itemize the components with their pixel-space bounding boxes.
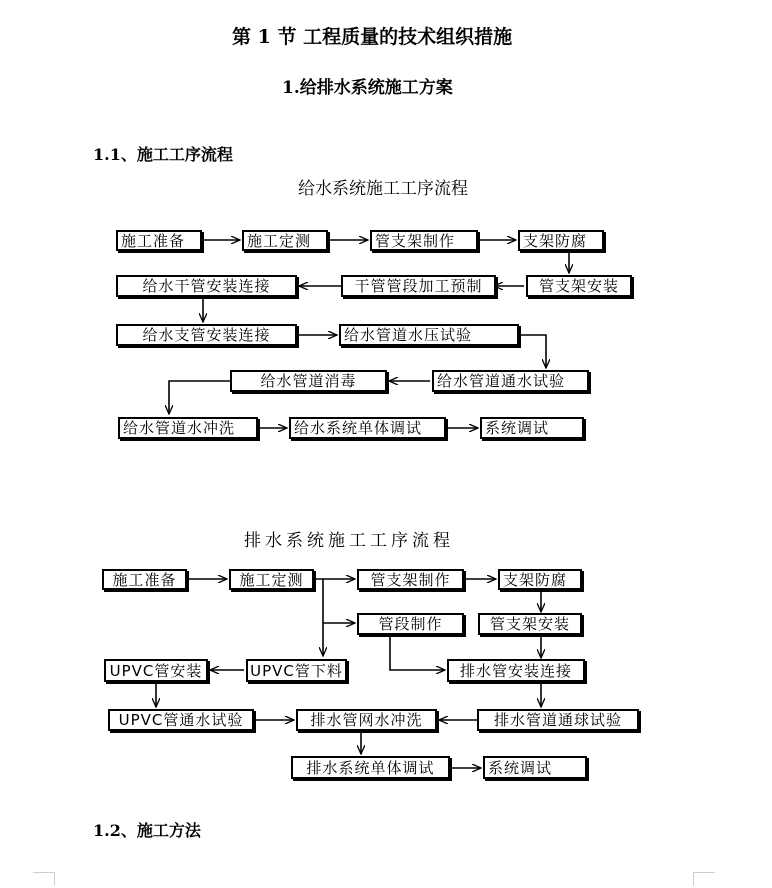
- step-prepare: 施工准备: [116, 230, 202, 251]
- step-main-pipe-prefab: 干管管段加工预制: [341, 275, 496, 297]
- drain-step-prepare: 施工准备: [102, 569, 187, 590]
- drain-step-flushing: 排水管网水冲洗: [296, 709, 437, 731]
- drain-step-upvc-cut: UPVC管下料: [246, 659, 347, 682]
- step-flushing: 给水管道水冲洗: [118, 417, 258, 439]
- step-unit-debug: 给水系统单体调试: [289, 417, 446, 439]
- page-corner-mark-right-vertical: [693, 872, 694, 886]
- drain-step-bracket-make: 管支架制作: [357, 569, 464, 590]
- step-bracket-make: 管支架制作: [370, 230, 478, 251]
- drain-step-segment-make: 管段制作: [357, 613, 464, 635]
- drain-step-upvc-water-test: UPVC管通水试验: [108, 709, 254, 731]
- subheading-process-flow: 1.1、施工工序流程: [93, 145, 233, 164]
- step-disinfection: 给水管道消毒: [230, 370, 387, 392]
- drainage-flow-title: 排水系统施工工序流程: [244, 531, 454, 551]
- water-supply-flow-title: 给水系统施工工序流程: [298, 179, 468, 199]
- plan-heading: 1.给排水系统施工方案: [282, 78, 453, 98]
- drain-step-survey: 施工定测: [229, 569, 314, 590]
- step-system-debug: 系统调试: [480, 417, 584, 439]
- page-corner-mark-right: [693, 872, 715, 873]
- step-main-pipe-install: 给水干管安装连接: [116, 275, 297, 297]
- subheading-construction-method: 1.2、施工方法: [93, 821, 201, 840]
- page-corner-mark-left-vertical: [54, 872, 55, 886]
- drain-step-bracket-anticorrosion: 支架防腐: [498, 569, 582, 590]
- step-pressure-test: 给水管道水压试验: [339, 324, 519, 346]
- section-heading: 第 1 节 工程质量的技术组织措施: [232, 26, 513, 48]
- drain-step-ball-test: 排水管道通球试验: [477, 709, 639, 731]
- drain-step-system-debug: 系统调试: [483, 756, 587, 779]
- step-bracket-install: 管支架安装: [526, 275, 632, 297]
- drain-step-upvc-install: UPVC管安装: [104, 659, 208, 682]
- drain-step-unit-debug: 排水系统单体调试: [291, 756, 450, 779]
- drain-step-pipe-install: 排水管安装连接: [447, 659, 585, 682]
- step-water-flow-test: 给水管道通水试验: [432, 370, 589, 392]
- step-branch-pipe-install: 给水支管安装连接: [116, 324, 297, 346]
- step-survey: 施工定测: [242, 230, 328, 251]
- step-bracket-anticorrosion: 支架防腐: [518, 230, 604, 251]
- page-corner-mark-left: [33, 872, 55, 873]
- drain-step-bracket-install: 管支架安装: [478, 613, 582, 635]
